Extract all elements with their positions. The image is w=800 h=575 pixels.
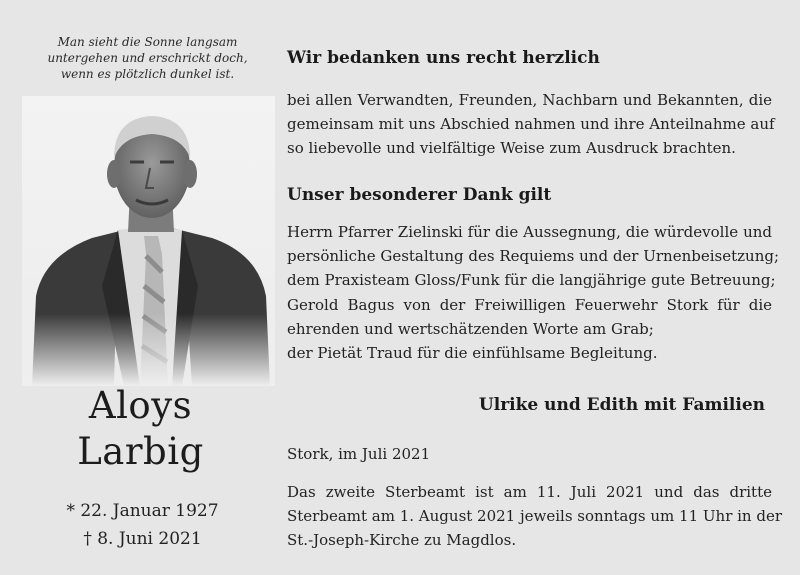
mass-notice [287, 480, 783, 553]
paragraph-line: gemeinsam mit uns Abschied nahmen und ihre Anteilnahme auf [287, 115, 775, 134]
paragraph-line: Sterbeamt am 1. August 2021 jeweils sonntags um 11 Uhr in der [287, 507, 783, 526]
death-date: † 8. Juni 2021 [83, 529, 202, 549]
paragraph-line: St.-Joseph-Kirche zu Magdlos. [287, 531, 517, 550]
paragraph-line: Herrn Pfarrer Zielinski für die Aussegnung, die würdevolle und [287, 223, 772, 241]
paragraph-line: ehrenden und wertschätzenden Worte am Grab; [287, 319, 654, 338]
paragraph-line: so liebevolle und vielfältige Weise zum Ausdruck brachten. [287, 139, 736, 158]
paragraph-line: Das zweite Sterbeamt ist am 11. Juli 2021 und das dritte [287, 483, 772, 501]
left-column [0, 0, 275, 575]
paragraph-line: persönliche Gestaltung des Requiems und der Urnenbeisetzung; [287, 247, 780, 266]
thanks-heading: Wir bedanken uns recht herzlich [287, 48, 600, 68]
paragraph-line: bei allen Verwandten, Freunden, Nachbarn und Bekannten, die [287, 91, 772, 109]
motto-line: wenn es plötzlich dunkel ist. [60, 67, 235, 81]
last-name: Larbig [77, 430, 204, 473]
first-name: Aloys [88, 384, 193, 427]
deceased-name [28, 383, 253, 475]
special-thanks-heading: Unser besonderer Dank gilt [287, 185, 552, 205]
paragraph-line: der Pietät Traud für die einfühlsame Begleitung. [287, 344, 658, 363]
thanks-paragraph [287, 88, 775, 161]
motto-quote [30, 34, 265, 82]
motto-line: untergehen und erschrickt doch, [47, 51, 248, 65]
paragraph-line: dem Praxisteam Gloss/Funk für die langjährige gute Betreuung; [287, 271, 776, 290]
birth-date: * 22. Januar 1927 [66, 501, 219, 521]
special-thanks-paragraph [287, 220, 780, 365]
motto-line: Man sieht die Sonne langsam [57, 35, 238, 49]
life-dates [40, 497, 245, 553]
place-date: Stork, im Juli 2021 [287, 445, 431, 463]
signoff: Ulrike und Edith mit Familien [478, 395, 765, 415]
portrait-photo [22, 96, 275, 386]
paragraph-line: Gerold Bagus von der Freiwilligen Feuerwehr Stork für die [287, 295, 772, 314]
